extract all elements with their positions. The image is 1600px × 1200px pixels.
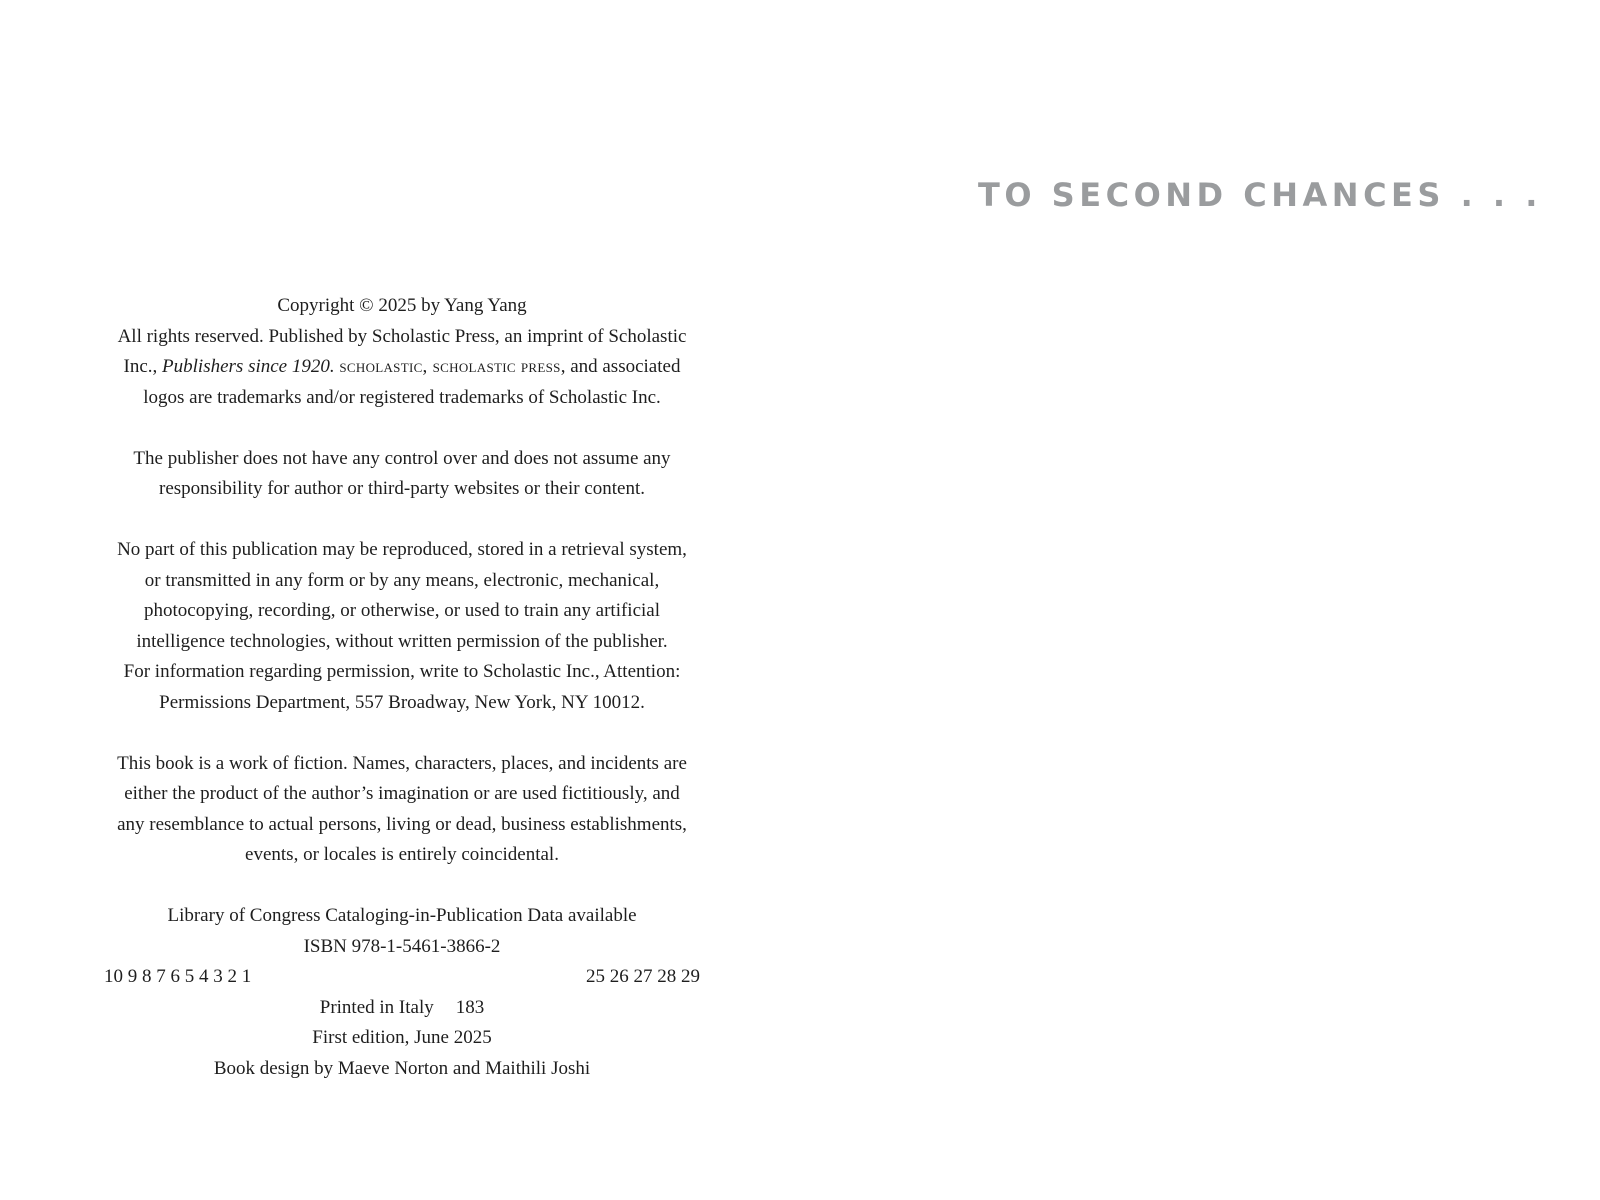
- fiction-disclaimer: [104, 749, 700, 871]
- reproduction-line: For information regarding permission, write to Scholastic Inc., Attention:: [123, 661, 681, 682]
- edition-line: First edition, June 2025: [312, 1027, 492, 1048]
- reproduction-line: photocopying, recording, or otherwise, or used to train any artificial: [143, 600, 660, 621]
- fiction-line: events, or locales is entirely coincidental.: [245, 844, 559, 865]
- disclaimer-line: responsibility for author or third-party websites or their content.: [159, 478, 645, 499]
- rights-line-1: All rights reserved. Published by Scholastic Press, an imprint of Scholastic: [117, 325, 687, 347]
- isbn-line: ISBN 978-1-5461-3866-2: [303, 935, 501, 957]
- copyright-block: [104, 291, 700, 413]
- publisher-disclaimer: [104, 444, 700, 505]
- dedication-text: TO SECOND CHANCES . . .: [978, 176, 1542, 214]
- printing-numbers: 10 9 8 7 6 5 4 3 2 1: [104, 966, 252, 987]
- rights-line-3: logos are trademarks and/or registered trademarks of Scholastic Inc.: [143, 386, 661, 408]
- printing-line: [104, 962, 700, 993]
- publication-details: [104, 901, 700, 1084]
- print-code: 183: [455, 996, 485, 1018]
- reproduction-line: No part of this publication may be reproduced, stored in a retrieval system,: [117, 539, 687, 560]
- publishers-since-italic: Publishers since 1920.: [162, 356, 335, 377]
- rights-line-2-start: Inc.,: [123, 356, 163, 377]
- reproduction-line: Permissions Department, 557 Broadway, New York, NY 10012.: [159, 691, 645, 713]
- printed-in-line: [104, 993, 700, 1024]
- cataloging-line: Library of Congress Cataloging-in-Publication Data available: [167, 905, 637, 926]
- rights-line-2-end: , and associated: [560, 356, 681, 377]
- year-numbers: 25 26 27 28 29: [586, 966, 700, 987]
- fiction-line: any resemblance to actual persons, living or dead, business establishments,: [117, 813, 687, 835]
- printed-in-country: Printed in Italy: [319, 996, 434, 1018]
- fiction-line: either the product of the author’s imagination or are used fictitiously, and: [124, 783, 680, 804]
- scholastic-trademark-smallcaps: scholastic, scholastic press: [339, 356, 561, 377]
- copyright-page: [104, 291, 700, 1084]
- reproduction-line: or transmitted in any form or by any means, electronic, mechanical,: [144, 569, 660, 591]
- reproduction-line: intelligence technologies, without written permission of the publisher.: [136, 630, 668, 652]
- rights-line-2: [104, 352, 700, 383]
- copyright-line: Copyright © 2025 by Yang Yang: [277, 295, 527, 316]
- reproduction-notice: [104, 535, 700, 718]
- fiction-line: This book is a work of fiction. Names, characters, places, and incidents are: [117, 752, 687, 774]
- design-credit: Book design by Maeve Norton and Maithili Joshi: [213, 1057, 591, 1079]
- disclaimer-line: The publisher does not have any control over and does not assume any: [133, 447, 671, 469]
- dedication-page: [978, 176, 1542, 214]
